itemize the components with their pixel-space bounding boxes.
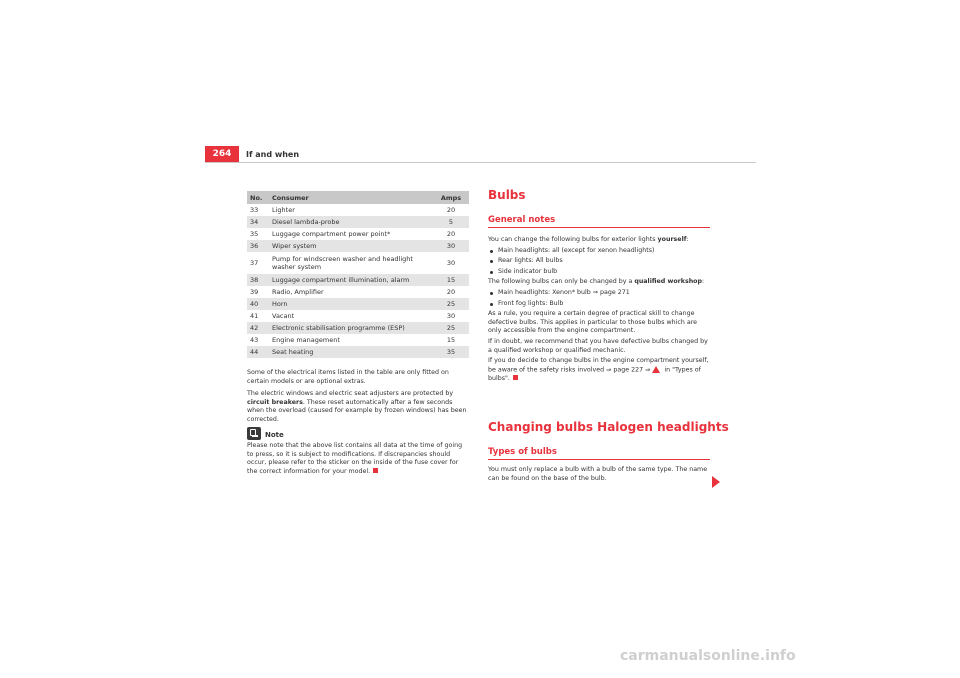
table-row bbox=[247, 334, 469, 346]
cell-amps: 20 bbox=[433, 204, 469, 216]
cell-amps: 15 bbox=[433, 334, 469, 346]
cell-amps: 35 bbox=[433, 346, 469, 358]
types-text-block bbox=[488, 466, 710, 485]
table-row bbox=[247, 310, 469, 322]
cell-no: 36 bbox=[247, 240, 269, 252]
cell-amps: 25 bbox=[433, 298, 469, 310]
paragraph: You must only replace a bulb with a bulb of the same type. The name can be found on the base of the bulb. bbox=[488, 466, 708, 482]
text-run: : bbox=[702, 278, 705, 286]
bold-term: circuit breakers bbox=[247, 398, 303, 406]
col-header-consumer: Consumer bbox=[269, 191, 433, 204]
cell-no: 39 bbox=[247, 286, 269, 298]
warning-icon bbox=[652, 366, 660, 373]
cell-amps: 30 bbox=[433, 240, 469, 252]
subheading-types-of-bulbs: Types of bulbs bbox=[488, 447, 557, 457]
paragraph: As a rule, you require a certain degree of practical skill to change defective bulbs. This applies in particular to those bulbs which are only accessible from the engine compartment. bbox=[488, 310, 698, 335]
header-divider bbox=[205, 162, 756, 163]
cell-amps: 20 bbox=[433, 228, 469, 240]
text-run: Please note that the above list contains all data at the time of going to press, so it is subject to modifications. If discrepancies should occur, please refer to the sticker on the inside of the fuse cover for the correct information for your model. bbox=[247, 442, 463, 475]
table-row bbox=[247, 204, 469, 216]
cell-consumer: Diesel lambda-probe bbox=[269, 216, 433, 228]
paragraph bbox=[247, 390, 469, 424]
subheading-general-notes: General notes bbox=[488, 215, 556, 225]
cell-consumer: Electronic stabilisation programme (ESP) bbox=[269, 322, 433, 334]
text-run: : bbox=[686, 236, 689, 243]
cell-amps: 5 bbox=[433, 216, 469, 228]
cell-amps: 30 bbox=[433, 252, 469, 274]
cell-no: 37 bbox=[247, 252, 269, 274]
table-row bbox=[247, 216, 469, 228]
cell-no: 41 bbox=[247, 310, 269, 322]
note-icon bbox=[247, 427, 261, 440]
text-run: The electric windows and electric seat adjusters are protected by bbox=[247, 390, 454, 398]
cell-no: 38 bbox=[247, 274, 269, 286]
table-row bbox=[247, 346, 469, 358]
col-header-amps: Amps bbox=[433, 191, 469, 204]
section-end-icon bbox=[513, 375, 518, 380]
list-item: Front fog lights: Bulb bbox=[488, 300, 710, 309]
cell-no: 35 bbox=[247, 228, 269, 240]
col-header-no: No. bbox=[247, 191, 269, 204]
section-end-icon bbox=[373, 468, 378, 473]
list-item: Main headlights: all (except for xenon headlights) bbox=[488, 247, 710, 256]
cell-consumer: Lighter bbox=[269, 204, 433, 216]
chapter-title: If and when bbox=[246, 150, 300, 159]
list-item: Main headlights: Xenon* bulb ⇒ page 271 bbox=[488, 289, 710, 298]
cell-no: 34 bbox=[247, 216, 269, 228]
cell-consumer: Luggage compartment power point* bbox=[269, 228, 433, 240]
note-label: Note bbox=[265, 431, 284, 439]
table-row bbox=[247, 274, 469, 286]
cell-no: 42 bbox=[247, 322, 269, 334]
fuse-table bbox=[247, 191, 469, 358]
paragraph: Some of the electrical items listed in the table are only fitted on certain models or are optional extras. bbox=[247, 369, 449, 385]
heading-bulbs: Bulbs bbox=[488, 188, 526, 202]
cell-consumer: Luggage compartment illumination, alarm bbox=[269, 274, 433, 286]
cell-consumer: Seat heating bbox=[269, 346, 433, 358]
table-row bbox=[247, 286, 469, 298]
cell-no: 33 bbox=[247, 204, 269, 216]
cell-consumer: Engine management bbox=[269, 334, 433, 346]
table-row bbox=[247, 298, 469, 310]
subheading-rule bbox=[488, 227, 710, 228]
cell-amps: 30 bbox=[433, 310, 469, 322]
text-run: The following bulbs can only be changed by a bbox=[488, 278, 635, 286]
cell-consumer: Pump for windscreen washer and headlight washer system bbox=[269, 252, 433, 274]
note-text bbox=[247, 442, 469, 476]
table-header-row bbox=[247, 191, 469, 204]
bullet-list bbox=[488, 289, 710, 308]
paragraph bbox=[488, 236, 710, 245]
list-item: Side indicator bulb bbox=[488, 268, 710, 277]
bullet-list bbox=[488, 247, 710, 277]
cell-amps: 25 bbox=[433, 322, 469, 334]
table-row bbox=[247, 228, 469, 240]
bold-term: qualified workshop bbox=[634, 278, 703, 286]
cell-consumer: Vacant bbox=[269, 310, 433, 322]
table-row bbox=[247, 252, 469, 274]
bold-term: yourself bbox=[657, 236, 687, 243]
right-text-block bbox=[488, 236, 710, 385]
cell-amps: 15 bbox=[433, 274, 469, 286]
text-run: in "Types of bulbs". bbox=[488, 366, 701, 382]
paragraph bbox=[488, 357, 710, 383]
cell-no: 40 bbox=[247, 298, 269, 310]
cell-no: 44 bbox=[247, 346, 269, 358]
paragraph bbox=[488, 278, 710, 287]
page-number: 264 bbox=[205, 146, 239, 162]
continue-arrow-icon bbox=[712, 476, 720, 488]
left-text-block bbox=[247, 369, 469, 429]
cell-consumer: Horn bbox=[269, 298, 433, 310]
paragraph: If in doubt, we recommend that you have defective bulbs changed by a qualified workshop or qualified mechanic. bbox=[488, 337, 708, 354]
text-run: If you do decide to change bulbs in the engine compartment yourself, be aware of the safety risks involved ⇒ page 227 ⇒ bbox=[488, 357, 709, 374]
text-run: You can change the following bulbs for exterior lights bbox=[488, 236, 658, 243]
cell-consumer: Wiper system bbox=[269, 240, 433, 252]
cell-no: 43 bbox=[247, 334, 269, 346]
table-row bbox=[247, 322, 469, 334]
watermark: carmanualsonline.info bbox=[620, 648, 796, 664]
note-text-block bbox=[247, 442, 469, 480]
table-row bbox=[247, 240, 469, 252]
subheading-rule bbox=[488, 459, 710, 460]
list-item: Rear lights: All bulbs bbox=[488, 257, 710, 266]
cell-amps: 20 bbox=[433, 286, 469, 298]
text-run: . These reset automatically after a few seconds when the overload (caused for example by frozen windows) has been corrected. bbox=[247, 398, 467, 423]
cell-consumer: Radio, Amplifier bbox=[269, 286, 433, 298]
heading-changing-bulbs: Changing bulbs Halogen headlights bbox=[488, 420, 729, 434]
